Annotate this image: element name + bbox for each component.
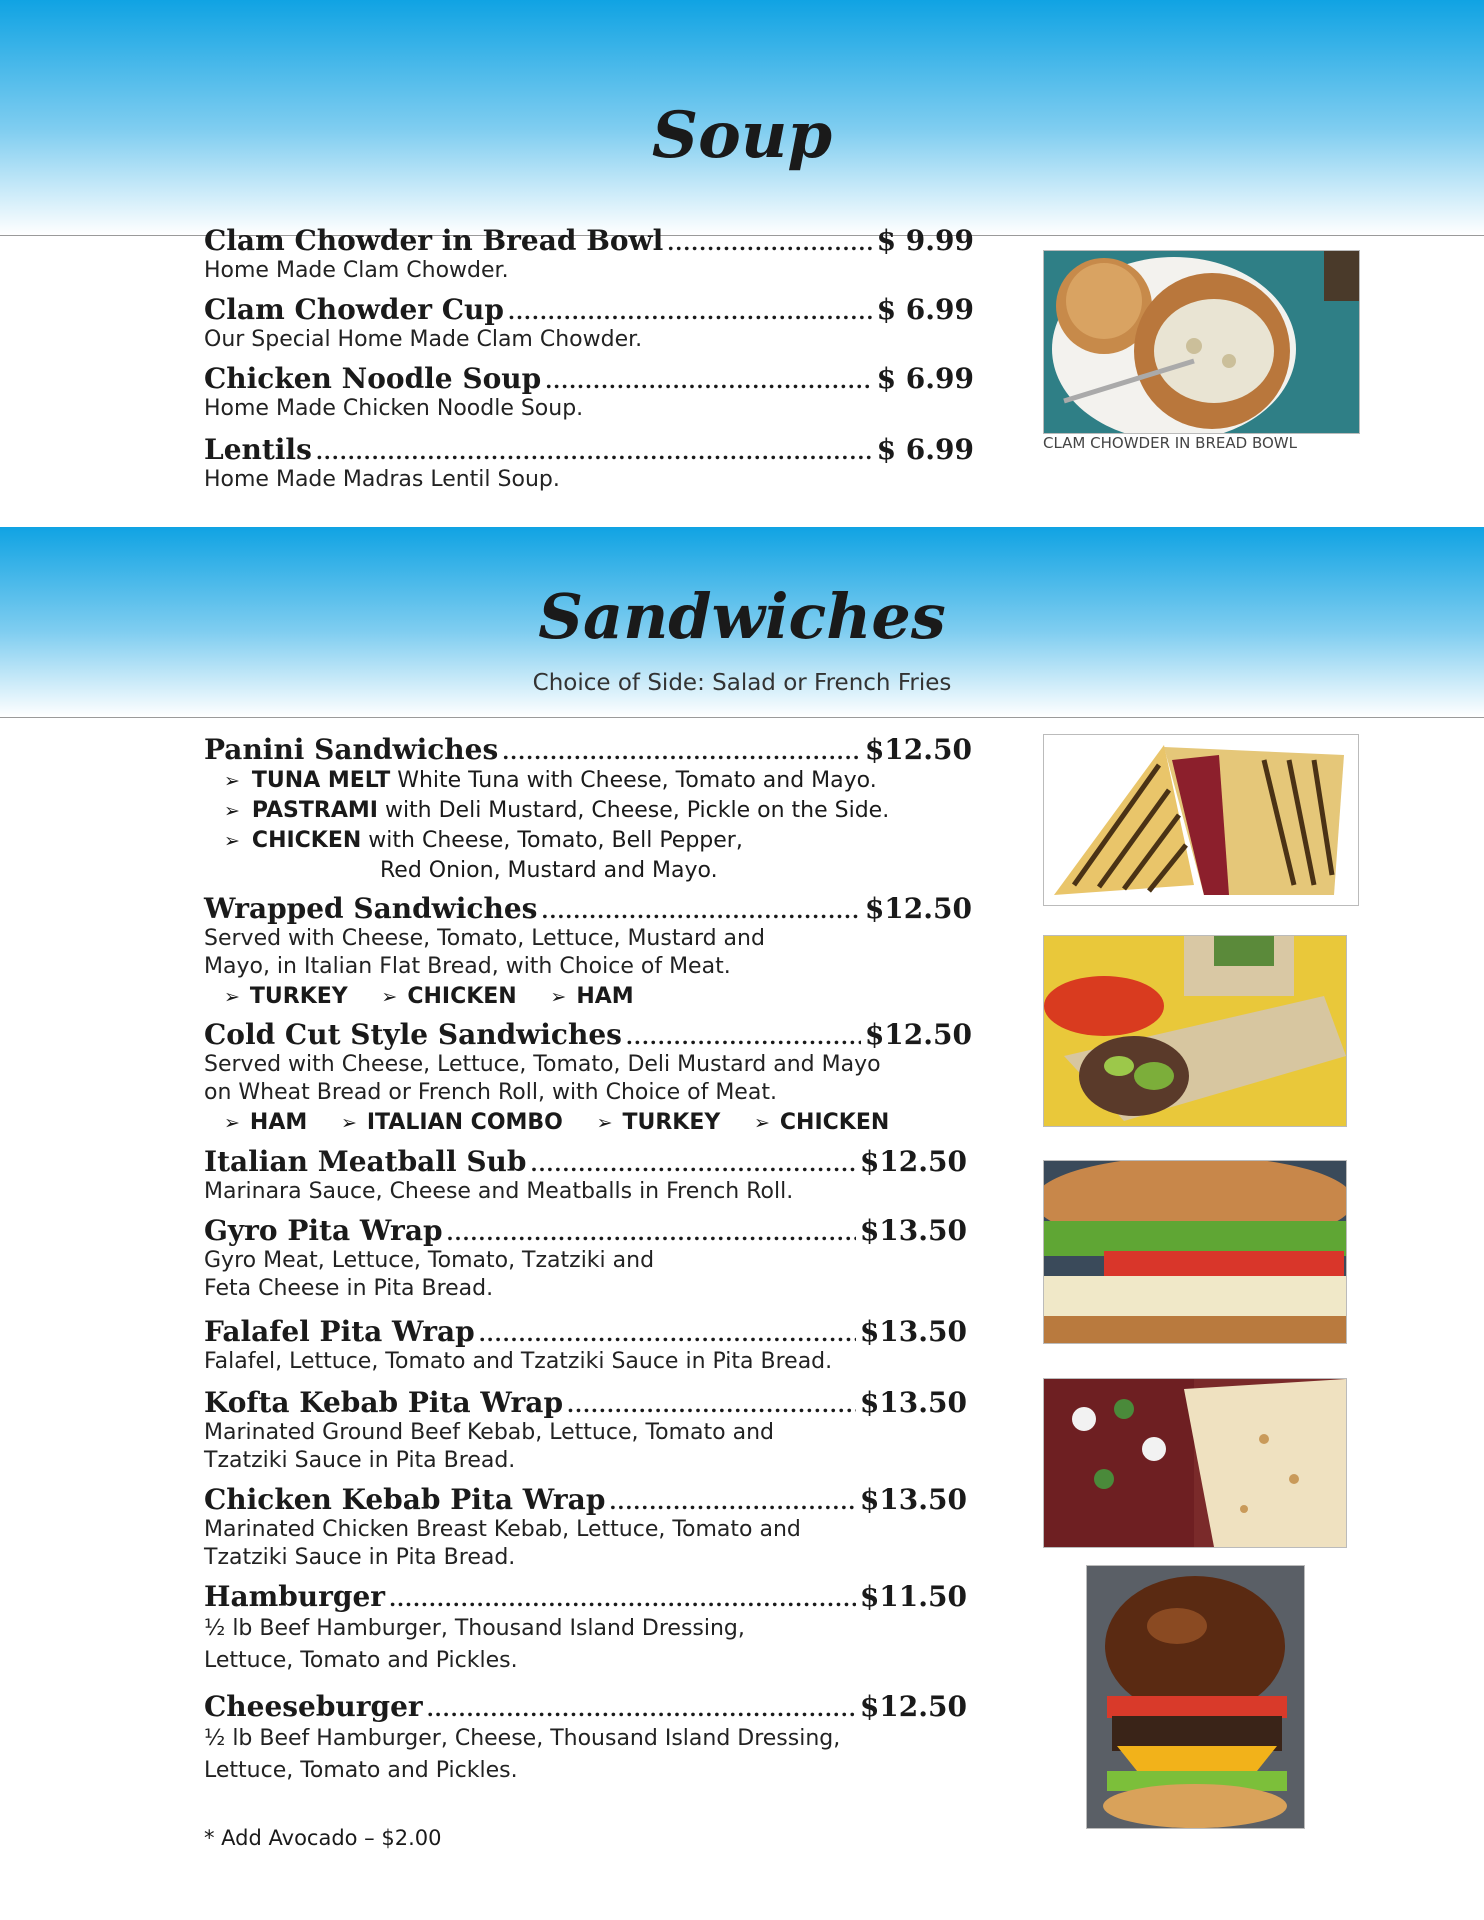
sandwich-item — [204, 1483, 967, 1572]
clam-chowder-photo — [1043, 250, 1360, 434]
sub-sandwich-photo — [1043, 1160, 1347, 1344]
panini-option: ➢ TUNA MELT White Tuna with Cheese, Tomato and Mayo. — [224, 768, 877, 793]
sandwich-item-wrapped — [204, 892, 972, 1013]
item-price: $13.50 — [859, 1386, 967, 1419]
item-name: Clam Chowder Cup — [204, 293, 504, 326]
item-description: Home Made Chicken Noodle Soup. — [204, 396, 584, 421]
arrow-icon: ➢ — [224, 986, 240, 1008]
item-price: $ 6.99 — [876, 293, 974, 326]
item-description: Lettuce, Tomato and Pickles. — [204, 1648, 518, 1673]
item-description: on Wheat Bread or French Roll, with Choice of Meat. — [204, 1080, 777, 1105]
item-price: $12.50 — [864, 892, 972, 925]
item-name: Lentils — [204, 433, 312, 466]
item-name: Falafel Pita Wrap — [204, 1315, 475, 1348]
item-price: $12.50 — [859, 1145, 967, 1178]
item-name: Kofta Kebab Pita Wrap — [204, 1386, 564, 1419]
item-name: Cold Cut Style Sandwiches — [204, 1018, 622, 1051]
item-description: Marinated Ground Beef Kebab, Lettuce, Tomato and — [204, 1420, 775, 1445]
sandwiches-title: Sandwiches — [538, 580, 946, 653]
item-price: $12.50 — [859, 1690, 967, 1723]
meat-options: ➢ TURKEY ➢ CHICKEN ➢ HAM — [224, 984, 634, 1009]
item-description: Home Made Clam Chowder. — [204, 258, 509, 283]
item-description: ½ lb Beef Hamburger, Cheese, Thousand Island Dressing, — [204, 1726, 841, 1751]
arrow-icon: ➢ — [224, 770, 240, 792]
item-description: Feta Cheese in Pita Bread. — [204, 1276, 494, 1301]
item-price: $ 6.99 — [876, 433, 974, 466]
sandwich-item — [204, 1315, 967, 1376]
arrow-icon: ➢ — [596, 1112, 613, 1134]
arrow-icon: ➢ — [381, 986, 398, 1008]
sandwich-item — [204, 1214, 967, 1303]
item-price: $11.50 — [859, 1580, 967, 1613]
item-price: $12.50 — [864, 733, 972, 766]
item-price: $ 6.99 — [876, 362, 974, 395]
panini-option-continued: Red Onion, Mustard and Mayo. — [380, 858, 718, 883]
item-description: Mayo, in Italian Flat Bread, with Choice of Meat. — [204, 954, 731, 979]
item-name: Panini Sandwiches — [204, 733, 499, 766]
kebab-wrap-photo — [1043, 1378, 1347, 1548]
item-description: Tzatziki Sauce in Pita Bread. — [204, 1545, 516, 1570]
item-description: Lettuce, Tomato and Pickles. — [204, 1758, 518, 1783]
soup-item-2 — [204, 293, 974, 354]
wrap-photo — [1043, 935, 1347, 1127]
item-description: Tzatziki Sauce in Pita Bread. — [204, 1448, 516, 1473]
arrow-icon: ➢ — [340, 1112, 357, 1134]
item-description: Marinated Chicken Breast Kebab, Lettuce, Tomato and — [204, 1517, 801, 1542]
item-name: Italian Meatball Sub — [204, 1145, 527, 1178]
sandwich-item — [204, 1690, 967, 1787]
sandwich-item-panini — [204, 733, 972, 885]
item-name: Hamburger — [204, 1580, 386, 1613]
arrow-icon: ➢ — [550, 986, 567, 1008]
sandwich-item — [204, 1386, 967, 1475]
arrow-icon: ➢ — [224, 1112, 240, 1134]
item-description: ½ lb Beef Hamburger, Thousand Island Dressing, — [204, 1616, 745, 1641]
avocado-footnote: * Add Avocado – $2.00 — [204, 1826, 442, 1850]
arrow-icon: ➢ — [224, 830, 240, 852]
item-name: Chicken Noodle Soup — [204, 362, 542, 395]
item-description: Home Made Madras Lentil Soup. — [204, 467, 560, 492]
soup-item-3 — [204, 362, 974, 423]
item-name: Wrapped Sandwiches — [204, 892, 538, 925]
item-name: Cheeseburger — [204, 1690, 423, 1723]
arrow-icon: ➢ — [224, 800, 240, 822]
soup-item-4 — [204, 433, 974, 494]
soup-title: Soup — [651, 98, 833, 173]
item-price: $12.50 — [864, 1018, 972, 1051]
item-price: $13.50 — [859, 1483, 967, 1516]
sandwiches-subtitle: Choice of Side: Salad or French Fries — [532, 670, 952, 696]
panini-option: ➢ CHICKEN with Cheese, Tomato, Bell Pepper, — [224, 828, 743, 853]
sandwich-item — [204, 1580, 967, 1677]
sandwich-item-coldcut — [204, 1018, 972, 1139]
soup-item-1 — [204, 224, 974, 285]
panini-photo — [1043, 734, 1359, 906]
meat-options: ➢ HAM ➢ ITALIAN COMBO ➢ TURKEY ➢ CHICKEN — [224, 1110, 890, 1135]
item-price: $13.50 — [859, 1315, 967, 1348]
arrow-icon: ➢ — [753, 1112, 770, 1134]
sandwich-item — [204, 1145, 967, 1206]
clam-chowder-caption: CLAM CHOWDER IN BREAD BOWL — [1043, 434, 1297, 452]
item-description: Falafel, Lettuce, Tomato and Tzatziki Sauce in Pita Bread. — [204, 1349, 833, 1374]
item-name: Clam Chowder in Bread Bowl — [204, 224, 664, 257]
panini-option: ➢ PASTRAMI with Deli Mustard, Cheese, Pickle on the Side. — [224, 798, 890, 823]
item-price: $13.50 — [859, 1214, 967, 1247]
item-description: Gyro Meat, Lettuce, Tomato, Tzatziki and — [204, 1248, 655, 1273]
item-description: Served with Cheese, Tomato, Lettuce, Mustard and — [204, 926, 765, 951]
item-description: Our Special Home Made Clam Chowder. — [204, 327, 643, 352]
burger-photo — [1086, 1565, 1305, 1829]
sandwiches-header-divider — [0, 717, 1484, 718]
item-name: Chicken Kebab Pita Wrap — [204, 1483, 606, 1516]
item-description: Served with Cheese, Lettuce, Tomato, Deli Mustard and Mayo — [204, 1052, 881, 1077]
item-price: $ 9.99 — [876, 224, 974, 257]
item-description: Marinara Sauce, Cheese and Meatballs in French Roll. — [204, 1179, 794, 1204]
item-name: Gyro Pita Wrap — [204, 1214, 443, 1247]
